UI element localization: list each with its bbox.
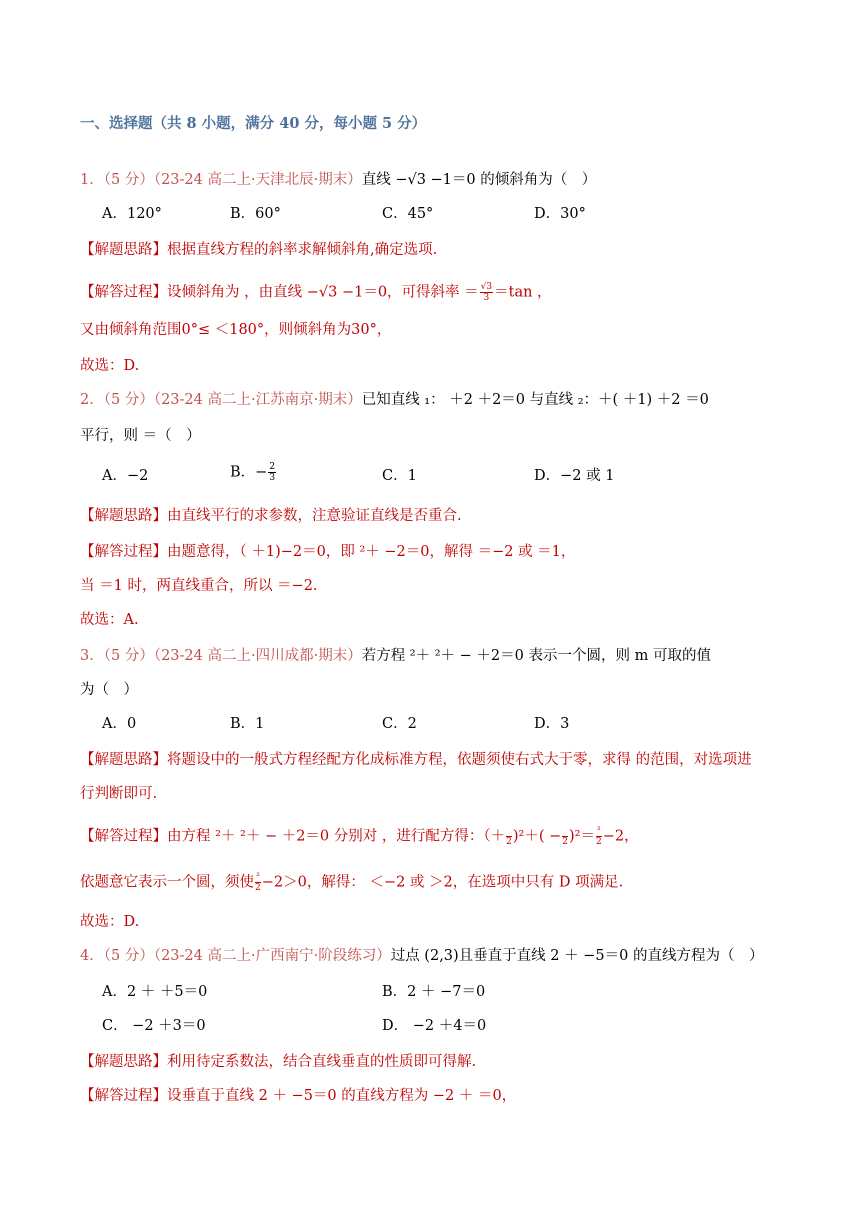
q3-process-line1: 由方程 ²＋ ²＋ − ＋2＝0 分别对 ，进行配方得：（＋ bbox=[167, 828, 506, 845]
q2-thinking-tag: 【解题思路】 bbox=[80, 508, 167, 524]
q1-process-line1: 设倾斜角为 ，由直线 −√3 −1＝0，可得斜率 ＝ bbox=[167, 284, 479, 301]
q3-process-tail: −2， bbox=[602, 828, 639, 845]
q1-option-a: A．120° bbox=[102, 206, 162, 222]
question-4-stem bbox=[80, 946, 763, 966]
q3-thinking-text-a: 将题设中的一般式方程经配方化成标准方程，依题须使右式大于零，求得 的范围，对选项进 bbox=[167, 752, 752, 768]
q1-option-b: B．60° bbox=[230, 206, 281, 222]
question-2-source: （5 分）（23-24 高二上·江苏南京·期末） bbox=[103, 392, 362, 408]
q3-option-b: B．1 bbox=[230, 716, 265, 732]
q3-process-line2-a: 依题意它表示一个圆，须使 bbox=[80, 874, 254, 891]
section-title: 一、选择题（共 8 小题，满分 40 分，每小题 5 分） bbox=[80, 115, 427, 132]
question-1-number: 1． bbox=[80, 172, 104, 188]
q4-thinking-text: 利用待定系数法，结合直线垂直的性质即可得解. bbox=[167, 1054, 477, 1070]
q4-option-b: B．2 ＋ −7＝0 bbox=[382, 984, 486, 1000]
q1-process bbox=[80, 282, 552, 303]
q3-option-c: C．2 bbox=[382, 716, 417, 732]
q2-thinking-text: 由直线平行的求参数，注意验证直线是否重合. bbox=[167, 508, 462, 524]
q3-process-mid: )²＋( − bbox=[512, 828, 562, 845]
q4-process-tag: 【解答过程】 bbox=[80, 1088, 167, 1104]
q3-option-a: A．0 bbox=[102, 716, 137, 732]
q1-thinking-text: 根据直线方程的斜率求解倾斜角,确定选项. bbox=[167, 242, 438, 258]
q3-fraction-1: 2 bbox=[506, 826, 512, 847]
q2-process bbox=[80, 542, 575, 562]
question-2-text-a: 已知直线 ₁： ＋2 ＋2＝0 与直线 ₂：＋( ＋1) ＋2 ＝0 bbox=[361, 392, 709, 408]
q3-option-d: D．3 bbox=[534, 716, 570, 732]
q4-option-d: D． −2 ＋4＝0 bbox=[382, 1018, 487, 1034]
q1-process-line1-end: ＝tan ， bbox=[494, 284, 552, 301]
q2-process-line2: 当 ＝1 时，两直线重合，所以 ＝−2. bbox=[80, 578, 318, 594]
q1-thinking-tag: 【解题思路】 bbox=[80, 242, 167, 258]
q2-answer: 故选：A. bbox=[80, 612, 139, 628]
q2-option-b: B．− $\frac{2}{3}$ bbox=[230, 462, 276, 483]
q3-process-end: )²＝ bbox=[569, 828, 595, 845]
question-4-source: （5 分）（23-24 高二上·广西南宁·阶段练习） bbox=[103, 948, 391, 964]
question-3-stem bbox=[80, 646, 711, 666]
q3-fraction-2: 2 bbox=[562, 826, 568, 847]
q3-process-line2 bbox=[80, 872, 623, 893]
question-3-source: （5 分）（23-24 高二上·四川成都·期末） bbox=[103, 648, 362, 664]
q4-option-c: C． −2 ＋3＝0 bbox=[102, 1018, 206, 1034]
q3-thinking-tag: 【解题思路】 bbox=[80, 752, 167, 768]
q1-option-c: C．45° bbox=[382, 206, 434, 222]
q4-thinking-tag: 【解题思路】 bbox=[80, 1054, 167, 1070]
question-1-text-a: 直线 bbox=[361, 172, 396, 188]
q4-option-a: A．2 ＋ ＋5＝0 bbox=[102, 984, 208, 1000]
question-4-text: 过点 (2,3)且垂直于直线 2 ＋ −5＝0 的直线方程为（ ） bbox=[390, 948, 764, 964]
q3-fraction-3: $\frac{\text{²}}{2}$ bbox=[595, 826, 602, 847]
question-2-stem bbox=[80, 390, 709, 410]
q2-process-line1: 由题意得，（ ＋1)−2＝0，即 ²＋ −2＝0，解得 ＝−2 或 ＝1， bbox=[167, 544, 576, 560]
q3-process bbox=[80, 826, 639, 847]
q4-process-line1: 设垂直于直线 2 ＋ −5＝0 的直线方程为 −2 ＋ ＝0， bbox=[167, 1088, 517, 1104]
q3-process-line2-b: −2＞0，解得： ＜−2 或 ＞2，在选项中只有 D 项满足. bbox=[261, 874, 624, 891]
q1-process-tag: 【解答过程】 bbox=[80, 284, 167, 301]
q3-process-tag: 【解答过程】 bbox=[80, 828, 167, 845]
q4-thinking bbox=[80, 1052, 476, 1072]
q2-option-a: A．−2 bbox=[102, 468, 149, 484]
question-2-number: 2． bbox=[80, 392, 104, 408]
question-1-text-b: 的倾斜角为（ ） bbox=[475, 172, 597, 188]
q1-process-line2: 又由倾斜角范围0°≤ ＜180°，则倾斜角为30°， bbox=[80, 322, 392, 338]
q2-option-d: D．−2 或 1 bbox=[534, 468, 615, 484]
q2-process-tag: 【解答过程】 bbox=[80, 544, 167, 560]
q3-thinking-text-b: 行判断即可. bbox=[80, 786, 158, 802]
q1-answer: 故选：D. bbox=[80, 358, 140, 374]
question-2-text-b: 平行，则 ＝（ ） bbox=[80, 428, 201, 444]
q1-thinking bbox=[80, 240, 437, 260]
question-4-number: 4． bbox=[80, 948, 104, 964]
q3-answer: 故选：D. bbox=[80, 914, 140, 930]
question-1-math: −√3 −1＝0 bbox=[395, 172, 476, 188]
question-3-text-b: 为（ ） bbox=[80, 682, 138, 698]
q1-fraction: $\frac{√3}{3}$ bbox=[480, 282, 493, 303]
q1-option-d: D．30° bbox=[534, 206, 586, 222]
q3-thinking bbox=[80, 750, 752, 770]
q2-thinking bbox=[80, 506, 462, 526]
question-3-text-a: 若方程 ²＋ ²＋ − ＋2＝0 表示一个圆，则 m 可取的值 bbox=[361, 648, 711, 664]
q4-process bbox=[80, 1086, 516, 1106]
q2-option-c: C．1 bbox=[382, 468, 417, 484]
q3-fraction-4: $\frac{\text{²}}{2}$ bbox=[255, 872, 261, 893]
question-1-stem bbox=[80, 170, 596, 190]
question-3-number: 3． bbox=[80, 648, 104, 664]
question-1-source: （5 分）（23-24 高二上·天津北辰·期末） bbox=[103, 172, 362, 188]
